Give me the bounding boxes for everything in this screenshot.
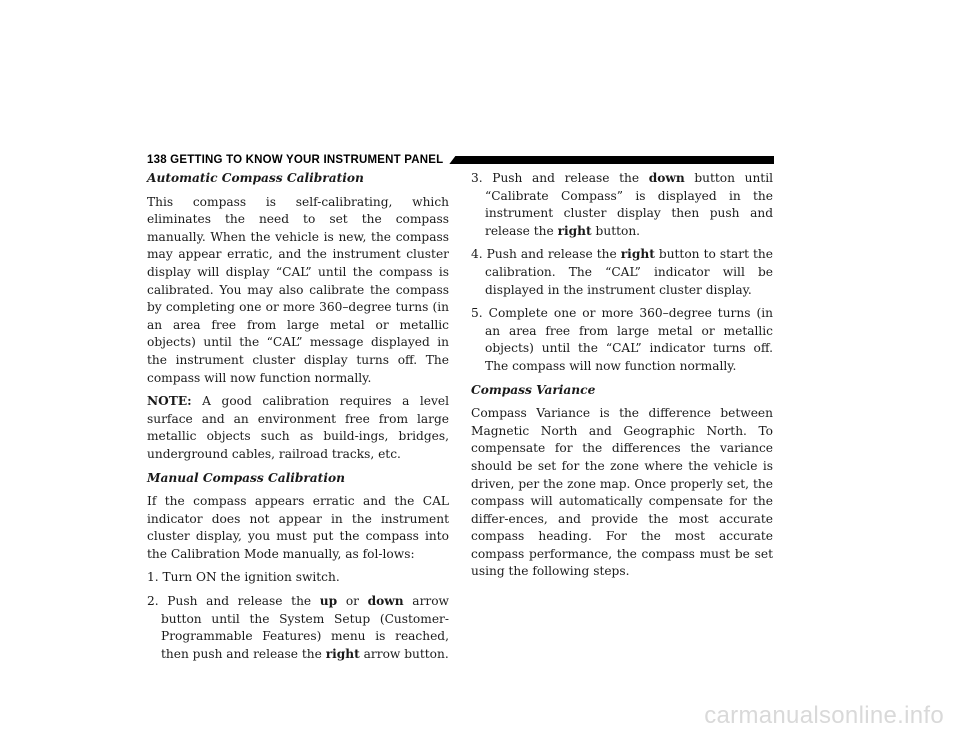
- step-2-text-b: arrow button until the System Setup (Customer-Programmable Features) menu is reached, then push and release the: [161, 594, 449, 661]
- right-column: [471, 170, 773, 587]
- left-column: [147, 170, 449, 669]
- step-4-text-b: button to start the calibration. The “CAL” indicator will be displayed in the instrument cluster display.: [485, 247, 773, 297]
- paragraph-compass-variance: Compass Variance is the difference between Magnetic North and Geographic North. To compensate for the differences the variance should be set for the zone where the vehicle is driven, per the zone map. Once properly set, the compass will automatically compensate for the differ-ences, and provide the most accurate compass heading. For the most accurate compass performance, the compass must be set using the following steps.: [471, 406, 773, 579]
- paragraph-automatic-calibration: This compass is self-calibrating, which eliminates the need to set the compass manually. When the vehicle is new, the compass may appear erratic, and the instrument cluster display will display “CAL” until the compass is calibrated. You may also calibrate the compass by completing one or more 360–degree turns (in an area free from large metal or metallic objects) until the “CAL” message displayed in the instrument cluster display turns off. The compass will now function normally.: [147, 194, 449, 385]
- step-3-text-c: button.: [591, 223, 641, 238]
- step-2-text-c: arrow button.: [359, 646, 449, 661]
- page-number-and-section: 138 GETTING TO KNOW YOUR INSTRUMENT PANEL: [147, 154, 444, 166]
- step-3-text-b: button until “Calibrate Compass” is displayed in the instrument cluster display then push and release the: [485, 171, 773, 238]
- step-3-text-a: 3. Push and release the: [471, 171, 649, 185]
- step-1: 1. Turn ON the ignition switch.: [147, 570, 340, 585]
- step-4-right: right: [620, 247, 655, 262]
- step-3-right: right: [557, 223, 592, 238]
- step-2-right: right: [325, 646, 360, 661]
- heading-manual-calibration: Manual Compass Calibration: [147, 470, 345, 485]
- step-3: [471, 170, 773, 240]
- paragraph-manual-calibration: If the compass appears erratic and the CAL indicator does not appear in the instrument cluster display, you must put the compass into the Calibration Mode manually, as fol-lows:: [147, 494, 449, 561]
- page-header: [147, 152, 774, 168]
- step-3-down: down: [648, 171, 685, 185]
- note-paragraph: [147, 393, 449, 463]
- note-text: A good calibration requires a level surface and an environment free from large metallic objects such as build-ings, bridges, underground cables, railroad tracks, etc.: [147, 394, 449, 461]
- step-2: [147, 593, 449, 663]
- note-label: NOTE:: [147, 394, 192, 409]
- step-2-text-a: 2. Push and release the: [147, 594, 320, 609]
- step-2-up: up: [319, 594, 338, 609]
- step-5: 5. Complete one or more 360–degree turns (in an area free from large metal or metallic objects) until the “CAL” indicator turns off. The compass will now function normally.: [471, 306, 773, 373]
- heading-automatic-calibration: Automatic Compass Calibration: [147, 171, 364, 185]
- heading-compass-variance: Compass Variance: [471, 382, 596, 397]
- watermark: carmanualsonline.info: [704, 702, 944, 729]
- header-rule: [449, 156, 774, 164]
- step-2-or: or: [337, 594, 368, 609]
- step-4-text-a: 4. Push and release the: [471, 247, 621, 262]
- step-2-down: down: [367, 594, 404, 609]
- step-4: [471, 246, 773, 299]
